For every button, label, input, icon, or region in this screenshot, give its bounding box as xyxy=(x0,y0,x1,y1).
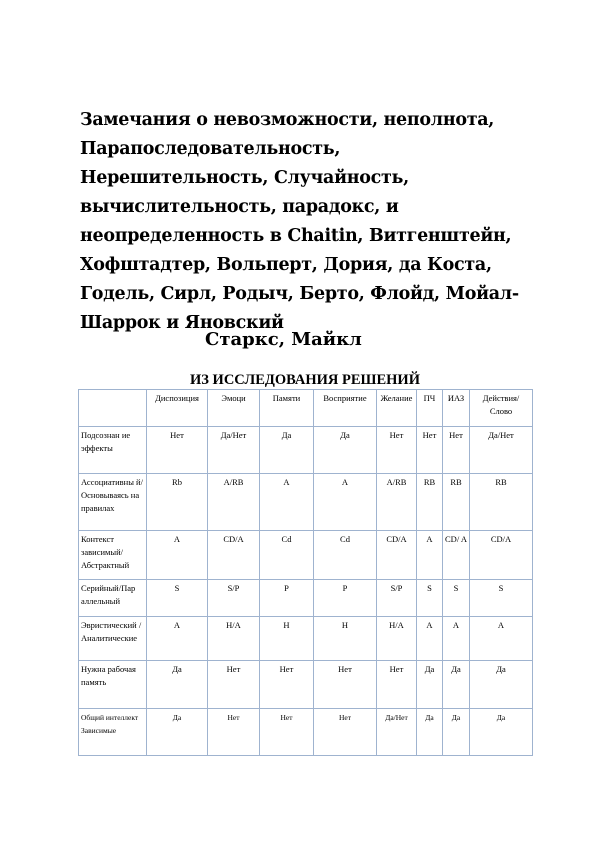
table-cell: Да xyxy=(417,661,443,709)
column-header-emotion: Эмоци xyxy=(208,390,260,427)
table-cell: A xyxy=(417,617,443,661)
table-row xyxy=(79,709,533,756)
table-cell: Да xyxy=(470,661,533,709)
table-cell: Нет xyxy=(260,661,314,709)
table-cell: H xyxy=(314,617,377,661)
table-cell: Нет xyxy=(260,709,314,756)
row-label: Эвристический / Аналитические xyxy=(79,617,147,661)
table-cell: Cd xyxy=(260,531,314,580)
table-cell: Да/Нет xyxy=(208,427,260,474)
table-cell: Да/Нет xyxy=(470,427,533,474)
row-label: Ассоциативны й/ Основываясь на правилах xyxy=(79,474,147,531)
table-cell: H xyxy=(260,617,314,661)
table-cell: Нет xyxy=(314,709,377,756)
table-cell: Cd xyxy=(314,531,377,580)
table-row xyxy=(79,617,533,661)
table-cell: H/A xyxy=(377,617,417,661)
table-row xyxy=(79,661,533,709)
column-header-pch: ПЧ xyxy=(417,390,443,427)
table-cell: Нет xyxy=(147,427,208,474)
table-cell: RB xyxy=(443,474,470,531)
table-cell: S xyxy=(147,580,208,617)
table-row xyxy=(79,427,533,474)
table-cell: A xyxy=(147,531,208,580)
table-cell: CD/A xyxy=(208,531,260,580)
table-header-row xyxy=(79,390,533,427)
table-cell: Нет xyxy=(417,427,443,474)
table-cell: Да xyxy=(314,427,377,474)
table-cell: RB xyxy=(470,474,533,531)
table-cell: A/RB xyxy=(377,474,417,531)
table-cell: S xyxy=(417,580,443,617)
table-cell: A xyxy=(443,617,470,661)
table-cell: P xyxy=(260,580,314,617)
table-cell: S xyxy=(443,580,470,617)
table-cell: Нет xyxy=(377,427,417,474)
row-label: Подсознан ие эффекты xyxy=(79,427,147,474)
table-caption: ИЗ ИССЛЕДОВАНИЯ РЕШЕНИЙ xyxy=(190,372,420,388)
row-label: Нужна рабочая память xyxy=(79,661,147,709)
table-cell: CD/ A xyxy=(443,531,470,580)
table-cell: Да xyxy=(417,709,443,756)
table-cell: Нет xyxy=(208,709,260,756)
table-cell: A/RB xyxy=(208,474,260,531)
table-cell: Нет xyxy=(314,661,377,709)
table-row xyxy=(79,580,533,617)
table-cell: Да/Нет xyxy=(377,709,417,756)
table-cell: Да xyxy=(147,709,208,756)
table-cell: Да xyxy=(443,709,470,756)
table-cell: S/P xyxy=(208,580,260,617)
table-cell: A xyxy=(260,474,314,531)
column-header-iaz: ИАЗ xyxy=(443,390,470,427)
table-cell: P xyxy=(314,580,377,617)
table-row xyxy=(79,474,533,531)
decision-research-table xyxy=(78,389,533,756)
row-label: Контекст зависимый/ Абстрактный xyxy=(79,531,147,580)
column-header-empty xyxy=(79,390,147,427)
table-cell: Да xyxy=(470,709,533,756)
table-cell: Нет xyxy=(443,427,470,474)
document-title: Замечания о невозможности, неполнота, Парапоследовательность, Нерешительность, Случайность, вычислительность, парадокс, и неопределенность в Chaitin, Витгенштейн, Хофштадтер, Вольперт, Дория, да Коста, Годель, Сирл, Родыч, Берто, Флойд, Мойал-Шаррок и Яновский xyxy=(80,110,519,333)
table-cell: Нет xyxy=(377,661,417,709)
column-header-desire: Желание xyxy=(377,390,417,427)
table-cell: A xyxy=(417,531,443,580)
table-cell: Да xyxy=(443,661,470,709)
table-cell: Да xyxy=(260,427,314,474)
column-header-disposition: Диспозиция xyxy=(147,390,208,427)
column-header-memory: Памяти xyxy=(260,390,314,427)
author-name: Старкс, Майкл xyxy=(205,329,362,350)
table-row xyxy=(79,531,533,580)
table-cell: H/A xyxy=(208,617,260,661)
table-cell: CD/A xyxy=(470,531,533,580)
table-cell: RB xyxy=(417,474,443,531)
table-cell: Да xyxy=(147,661,208,709)
column-header-actions-word: Действия/ Слово xyxy=(470,390,533,427)
table-cell: S/P xyxy=(377,580,417,617)
table-cell: CD/A xyxy=(377,531,417,580)
row-label: Серийный/Пар аллельный xyxy=(79,580,147,617)
row-label: Общий интеллект Зависимые xyxy=(79,709,147,756)
table-cell: A xyxy=(147,617,208,661)
column-header-perception: Восприятие xyxy=(314,390,377,427)
table-cell: Нет xyxy=(208,661,260,709)
table-cell: Rb xyxy=(147,474,208,531)
table-cell: S xyxy=(470,580,533,617)
table-cell: A xyxy=(470,617,533,661)
table-cell: A xyxy=(314,474,377,531)
